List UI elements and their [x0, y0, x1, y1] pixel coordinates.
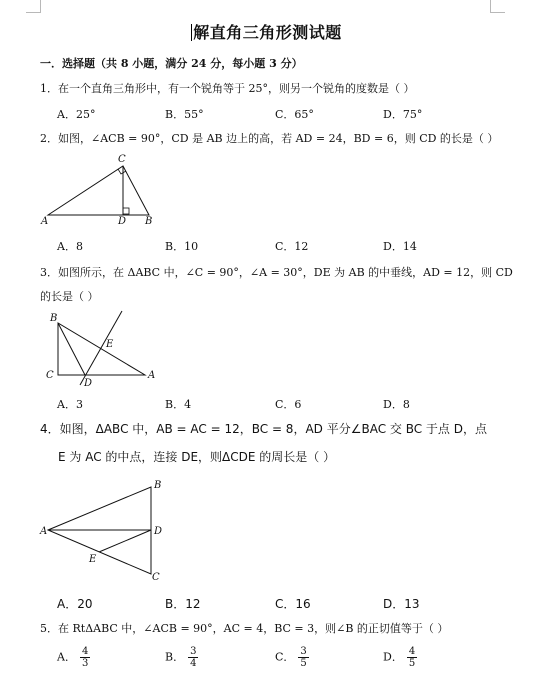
q5-option-d-letter: D． [383, 650, 403, 664]
q5-option-a-letter: A． [57, 650, 76, 664]
q2-option-b[interactable]: B．10 [165, 240, 199, 253]
q5-option-c-fraction [298, 646, 308, 669]
crop-mark-left [26, 0, 41, 13]
q4-label-a: A [40, 526, 48, 537]
q1-option-a[interactable]: A．25° [57, 108, 96, 121]
q5-option-b[interactable] [165, 646, 198, 669]
document-title [0, 20, 533, 43]
fraction-numerator: 3 [300, 646, 307, 657]
fraction-denominator: 5 [408, 658, 416, 669]
fraction-numerator: 3 [190, 646, 197, 657]
q4-option-a[interactable]: A．20 [57, 597, 93, 611]
q3-label-b: B [50, 313, 58, 324]
q3-label-d: D [84, 378, 93, 389]
question-5-text: 5．在 RtΔABC 中，∠ACB = 90°，AC = 4，BC = 3，则∠B 的正切值等于（ ） [40, 622, 449, 635]
q5-option-c[interactable] [275, 646, 309, 669]
q2-label-d: D [118, 216, 127, 227]
question-2-text: 2．如图，∠ACB = 90°，CD 是 AB 边上的高，若 AD = 24，BD = 6，则 CD 的长是（ ） [40, 132, 499, 145]
q2-option-a[interactable]: A．8 [57, 240, 83, 253]
q3-option-a[interactable]: A．3 [57, 398, 83, 411]
q3-label-a: A [148, 370, 156, 381]
q4-option-c[interactable]: C．16 [275, 597, 311, 611]
q3-option-b[interactable]: B．4 [165, 398, 192, 411]
question-4-text-line-2: E 为 AC 的中点，连接 DE，则ΔCDE 的周长是（ ） [58, 450, 336, 464]
fraction-denominator: 5 [300, 658, 307, 669]
question-3-text-line-2: 的长是（ ） [40, 290, 99, 303]
q2-label-b: B [145, 216, 153, 227]
q3-label-c: C [46, 370, 54, 381]
fraction-denominator: 3 [81, 658, 89, 669]
question-1-text: 1．在一个直角三角形中，有一个锐角等于 25°，则另一个锐角的度数是（ ） [40, 82, 415, 95]
q3-label-e: E [106, 339, 114, 350]
q2-option-c[interactable]: C．12 [275, 240, 309, 253]
crop-mark-right [490, 0, 505, 13]
question-3-figure [38, 305, 168, 390]
q1-option-c[interactable]: C．65° [275, 108, 314, 121]
question-4-text-line-1: 4．如图，ΔABC 中，AB = AC = 12，BC = 8，AD 平分∠BAC 交 BC 于点 D，点 [40, 422, 487, 436]
q4-label-e: E [89, 554, 97, 565]
q4-label-b: B [154, 480, 162, 491]
q5-option-b-fraction [188, 646, 198, 669]
q1-option-d[interactable]: D．75° [383, 108, 423, 121]
q5-option-b-letter: B． [165, 650, 185, 664]
q4-option-b[interactable]: B．12 [165, 597, 201, 611]
q3-option-d[interactable]: D．8 [383, 398, 410, 411]
title-text: 解直角三角形测试题 [193, 23, 342, 42]
q2-option-d[interactable]: D．14 [383, 240, 417, 253]
fraction-denominator: 4 [190, 658, 197, 669]
q5-option-d-fraction [407, 646, 417, 669]
q4-option-d[interactable]: D．13 [383, 597, 420, 611]
fraction-numerator: 4 [408, 646, 416, 657]
q4-label-c: C [152, 572, 160, 583]
question-4-figure [38, 476, 178, 586]
q5-option-a-fraction [80, 646, 90, 669]
q2-label-c: C [118, 154, 126, 165]
question-3-text-line-1: 3．如图所示，在 ΔABC 中，∠C = 90°，∠A = 30°，DE 为 AB 的中垂线，AD = 12，则 CD [40, 266, 513, 279]
q4-label-d: D [154, 526, 163, 537]
q3-option-c[interactable]: C．6 [275, 398, 302, 411]
q5-option-c-letter: C． [275, 650, 295, 664]
section-heading: 一．选择题（共 8 小题，满分 24 分，每小题 3 分） [40, 57, 303, 70]
fraction-numerator: 4 [81, 646, 89, 657]
question-2-figure [38, 150, 168, 230]
q1-option-b[interactable]: B．55° [165, 108, 204, 121]
q2-label-a: A [41, 216, 49, 227]
q5-option-d[interactable] [383, 646, 417, 669]
q5-option-a[interactable] [57, 646, 90, 669]
